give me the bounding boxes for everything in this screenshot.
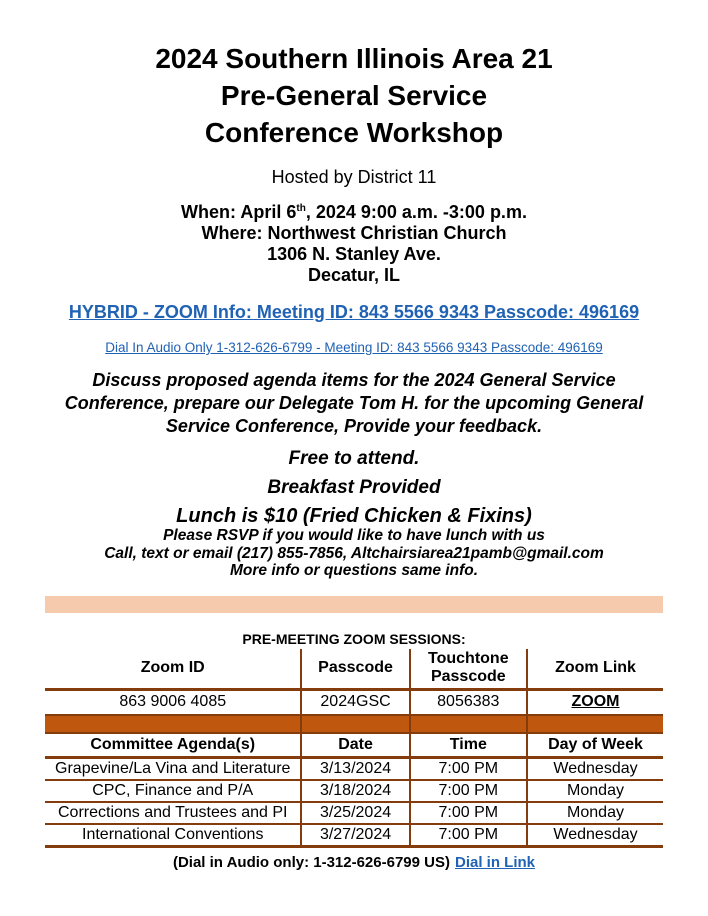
zoom-link[interactable]: ZOOM: [571, 693, 620, 711]
description-line-3: Service Conference, Provide your feedback.: [165, 416, 543, 436]
contact-text: Call, text or email (217) 855-7856, Altchairsiarea21pamb@gmail.com: [104, 544, 604, 562]
event-city-line: Decatur, IL: [307, 265, 401, 285]
when-text: When: April 6: [181, 202, 297, 222]
col-header-committee: Committee Agenda(s): [45, 733, 301, 758]
cell-committee: CPC, Finance and P/A: [45, 780, 301, 802]
cell-day: Monday: [527, 780, 663, 802]
hybrid-zoom-info-row: [0, 302, 708, 323]
event-address-line: 1306 N. Stanley Ave.: [267, 244, 441, 264]
cell-day: Wednesday: [527, 824, 663, 847]
page-title-line-3: Conference Workshop: [204, 117, 504, 148]
cell-zoom-id: 863 9006 4085: [45, 690, 301, 715]
agenda-row-2: [45, 780, 663, 802]
sessions-heading: PRE-MEETING ZOOM SESSIONS:: [242, 630, 466, 647]
cell-committee: Corrections and Trustees and PI: [45, 802, 301, 824]
cell-time: 7:00 PM: [410, 824, 527, 847]
cell-zoom-link: [527, 690, 663, 715]
dial-in-footer: [0, 854, 708, 872]
cell-day: Monday: [527, 802, 663, 824]
dial-in-link[interactable]: Dial in Link: [455, 854, 536, 871]
hybrid-zoom-link[interactable]: HYBRID - ZOOM Info: Meeting ID: 843 5566 9343 Passcode: 496169: [68, 302, 640, 322]
page-title-line-1: 2024 Southern Illinois Area 21: [155, 43, 553, 74]
dial-in-audio-row: [0, 340, 708, 356]
cell-time: 7:00 PM: [410, 802, 527, 824]
dial-in-audio-link[interactable]: Dial In Audio Only 1-312-626-6799 - Meeting ID: 843 5566 9343 Passcode: 496169: [105, 340, 603, 355]
cell-passcode: 2024GSC: [301, 690, 409, 715]
breakfast-text: Breakfast Provided: [267, 477, 441, 498]
orange-spacer-row: [45, 715, 663, 733]
cell-date: 3/13/2024: [301, 758, 409, 781]
agenda-row-3: [45, 802, 663, 824]
cell-date: 3/18/2024: [301, 780, 409, 802]
cell-time: 7:00 PM: [410, 758, 527, 781]
cell-committee: Grapevine/La Vina and Literature: [45, 758, 301, 781]
rsvp-text: Please RSVP if you would like to have lunch with us: [163, 527, 545, 544]
col-header-date: Date: [301, 733, 409, 758]
description-line-2: Conference, prepare our Delegate Tom H. for the upcoming General: [64, 393, 644, 413]
cell-touchtone-passcode: 8056383: [410, 690, 527, 715]
col-header-day: Day of Week: [527, 733, 663, 758]
col-header-touchtone-passcode: Touchtone Passcode: [410, 649, 527, 690]
cell-committee: International Conventions: [45, 824, 301, 847]
page-title-line-2: Pre-General Service: [220, 80, 488, 111]
cell-time: 7:00 PM: [410, 780, 527, 802]
zoom-header-row: [45, 649, 663, 690]
zoom-data-row: [45, 690, 663, 715]
col-header-time: Time: [410, 733, 527, 758]
agenda-header-row: [45, 733, 663, 758]
col-header-passcode: Passcode: [301, 649, 409, 690]
event-when-line: [0, 202, 708, 223]
when-time-text: , 2024 9:00 a.m. -3:00 p.m.: [305, 202, 527, 222]
cell-day: Wednesday: [527, 758, 663, 781]
cell-date: 3/27/2024: [301, 824, 409, 847]
event-where-line: Where: Northwest Christian Church: [201, 223, 507, 243]
free-to-attend-text: Free to attend.: [288, 448, 420, 469]
more-info-text: More info or questions same info.: [229, 562, 479, 579]
event-description: [0, 369, 708, 438]
dial-in-footer-text: (Dial in Audio only: 1-312-626-6799 US): [172, 854, 450, 871]
sessions-table: [45, 649, 663, 849]
description-line-1: Discuss proposed agenda items for the 2024 General Service: [92, 370, 616, 390]
lunch-text: Lunch is $10 (Fried Chicken & Fixins): [176, 505, 532, 527]
agenda-row-1: [45, 758, 663, 781]
peach-divider-bar: [45, 596, 663, 613]
event-details-block: [0, 202, 708, 286]
col-header-zoom-id: Zoom ID: [45, 649, 301, 690]
col-header-zoom-link: Zoom Link: [527, 649, 663, 690]
agenda-row-4: [45, 824, 663, 847]
hosted-by-text: Hosted by District 11: [271, 167, 437, 187]
when-ordinal-superscript: th: [296, 203, 306, 214]
cell-date: 3/25/2024: [301, 802, 409, 824]
